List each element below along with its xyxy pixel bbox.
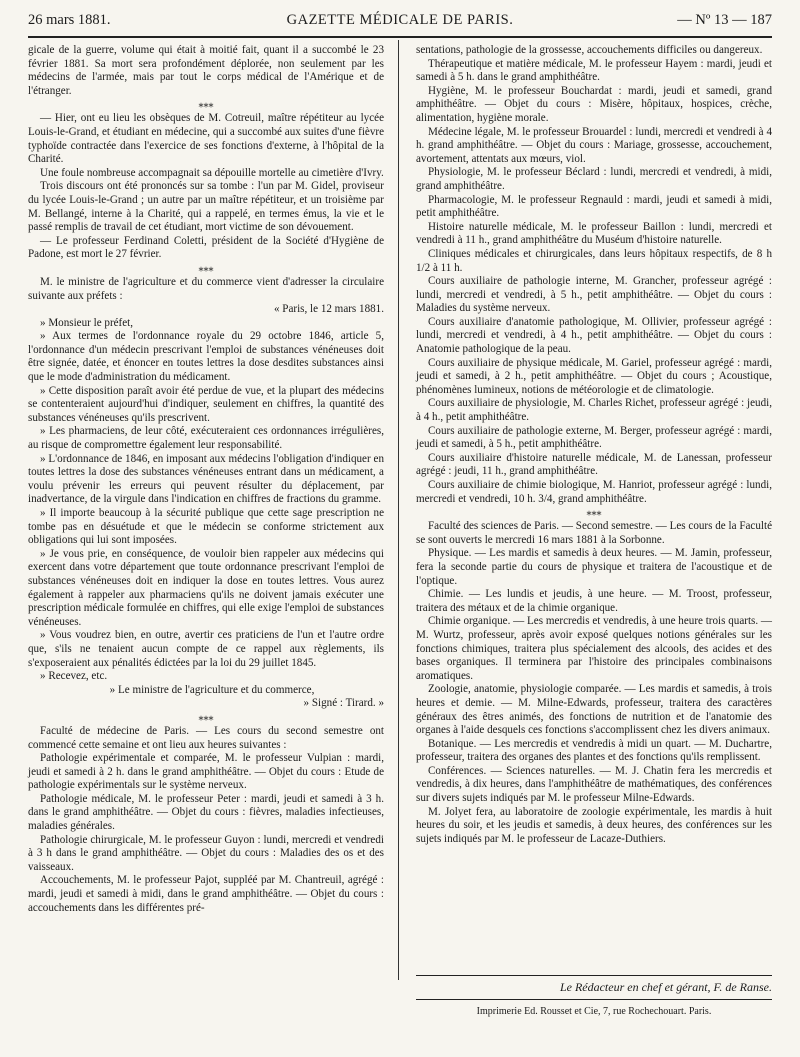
signature-line: » Signé : Tirard. » xyxy=(303,697,384,710)
paragraph: » Recevez, etc. xyxy=(40,670,108,683)
paragraph: Hygiène, M. le professeur Bouchardat : mardi, jeudi et samedi, grand amphithéâtre. — Objet du cours : Misère, hôpitaux, hospices, crèche, alimentation, hygiène morale. xyxy=(416,84,772,124)
paragraph: Une foule nombreuse accompagnait sa dépouille mortelle au cimetière d'Ivry. xyxy=(40,166,384,179)
left-column xyxy=(28,44,384,915)
section-separator: ⁎⁎⁎ xyxy=(198,262,214,274)
paragraph: Cours auxiliaire d'histoire naturelle médicale, M. de Lanessan, professeur agrégé : jeudi, 11 h., grand amphithéâtre. xyxy=(416,451,772,478)
paragraph: Chimie organique. — Les mercredis et vendredis, à une heure trois quarts. — M. Wurtz, professeur, après avoir exposé quelques notions générales sur les fonctions chimiques, traitera plus spécialement des alcools, des acides et des bases organiques. Il terminera par l'histoire des principales combinaisons aromatiques. xyxy=(416,615,772,682)
column-divider xyxy=(398,40,399,980)
paragraph: » Les pharmaciens, de leur côté, exécuteraient ces ordonnances irrégulières, au risque de compromettre également leur responsabilité. xyxy=(28,425,384,452)
paragraph: Physique. — Les mardis et samedis à deux heures. — M. Jamin, professeur, fera la seconde partie du cours de physique et traitera de l'acoustique et de l'optique. xyxy=(416,547,772,587)
paragraph: Physiologie, M. le professeur Béclard : lundi, mercredi et vendredi, à midi, grand amphithéâtre. xyxy=(416,166,772,192)
paragraph: Thérapeutique et matière médicale, M. le professeur Hayem : mardi, jeudi et samedi à 5 h. dans le grand amphithéâtre. xyxy=(416,57,772,84)
paragraph: Pathologie expérimentale et comparée, M. le professeur Vulpian : mardi, jeudi et samedi à 2 h. dans le grand amphithéâtre. — Objet du cours : Etude de pathologie expérimentals sur le système nerveux. xyxy=(28,752,384,792)
paragraph: Conférences. — Sciences naturelles. — M. J. Chatin fera les mercredis et vendredis, à dix heures, dans l'amphithéâtre de mathématiques, des conférences sur divers sujets indiqués par M. le professeur Milne-Edwards. xyxy=(416,764,772,805)
paragraph: Cours auxiliaire de pathologie interne, M. Grancher, professeur agrégé : lundi, mercredi et vendredi, à 5 h., petit amphithéâtre. — Objet du cours : Maladies du système nerveux. xyxy=(416,275,772,315)
paragraph: Cours auxiliaire de chimie biologique, M. Hanriot, professeur agrégé : lundi, mercredi et vendredi, 10 h. 3/4, grand amphithéâtre. xyxy=(416,479,772,505)
paragraph: Pharmacologie, M. le professeur Regnauld : mardi, jeudi et samedi à midi, petit amphithéâtre. xyxy=(416,193,772,220)
section-separator: ⁎⁎⁎ xyxy=(198,99,214,111)
paragraph: M. Jolyet fera, au laboratoire de zoologie expérimentale, les mardis à huit heures du soir, et les jeudis et samedis, à deux heures, des conférences sur les sujets indiqués par M. le professeur de Lacaze-Duthiers. xyxy=(416,805,772,845)
paragraph: Cours auxiliaire de pathologie externe, M. Berger, professeur agrégé : mardi, jeudi et samedi, à 5 h., petit amphithéâtre. xyxy=(416,424,772,451)
footer-rule xyxy=(416,999,772,1000)
page-header xyxy=(28,8,772,38)
header-number: — Nº 13 — 187 xyxy=(677,12,772,28)
paragraph: Médecine légale, M. le professeur Brouardel : lundi, mercredi et vendredi à 4 h. grand amphithéâtre. — Objet du cours : Mariage, grossesse, accouchement, avortement, attentats aux mœurs, viol. xyxy=(416,125,772,165)
paragraph: Trois discours ont été prononcés sur sa tombe : l'un par M. Gidel, proviseur du lycée Louis-le-Grand ; un autre par un maître répétiteur, et un troisième par M. Bellangé, interne à la Charité, qui a rappelé, en termes émus, la vie et le passé remplis de travail de cet étudiant, mort victime de son dévouement. xyxy=(28,180,384,234)
paragraph: » Je vous prie, en conséquence, de vouloir bien rappeler aux médecins qui exercent dans votre département que toute ordonnance prescrivant l'emploi de substances vénéneuses doit en indiquer la dose en toutes lettres. Vous aurez également à rappeler aux pharmaciens qu'ils ne doivent jamais exécuter une prescription médicale formulée en chiffres, qui elle exige l'emploi de substances vénéneuses. xyxy=(28,547,384,628)
letter-date: « Paris, le 12 mars 1881. xyxy=(273,303,384,316)
paragraph: Cours auxiliaire de physique médicale, M. Gariel, professeur agrégé : mardi, jeudi et samedi, à 2 h., petit amphithéâtre. — Objet du cours ; Acoustique, phénomènes lumineux, notions de météorologie et de climatologie. xyxy=(416,356,772,396)
printer-line: Imprimerie Ed. Rousset et Cie, 7, rue Rochechouart. Paris. xyxy=(476,1006,712,1017)
paragraph: Zoologie, anatomie, physiologie comparée. — Les mardis et samedis, à trois heures et demie. — M. Milne-Edwards, professeur, traitera des caractères généraux des êtres animés, des fonctions de nutrition et de l'anatomie des organes à l'aide desquels ces fonctions s'accomplissent chez les divers animaux. xyxy=(416,683,772,737)
section-separator: ⁎⁎⁎ xyxy=(586,507,602,519)
paragraph: Pathologie médicale, M. le professeur Peter : mardi, jeudi et samedi à 3 h. dans le grand amphithéâtre. — Objet du cours : fièvres, maladies infectieuses, maladies générales. xyxy=(28,792,384,833)
paragraph: Faculté de médecine de Paris. — Les cours du second semestre ont commencé cette semaine et ont lieu aux heures suivantes : xyxy=(28,724,384,751)
right-column xyxy=(416,44,772,846)
paragraph: M. le ministre de l'agriculture et du commerce vient d'adresser la circulaire suivante aux préfets : xyxy=(28,275,384,302)
paragraph: » Vous voudrez bien, en outre, avertir ces praticiens de l'un et l'autre ordre que, s'ils ne tenaient aucun compte de ce rappel aux règlements, ils s'exposeraient aux pénalités édictées par la loi du 29 juillet 1845. xyxy=(28,629,384,669)
paragraph: » Monsieur le préfet, xyxy=(40,316,134,329)
signature-line: » Le ministre de l'agriculture et du commerce, xyxy=(109,683,315,696)
paragraph: Chimie. — Les lundis et jeudis, à une heure. — M. Troost, professeur, traitera des métaux et de la chimie organique. xyxy=(416,588,772,614)
header-title: GAZETTE MÉDICALE DE PARIS. xyxy=(286,12,514,28)
paragraph: Botanique. — Les mercredis et vendredis à midi un quart. — M. Duchartre, professeur, traitera des organes des plantes et des fonctions qu'ils remplissent. xyxy=(416,737,772,764)
paragraph: gicale de la guerre, volume qui était à moitié fait, quant il a succombé le 23 février 1881. Sa mort sera profondément déplorée, non seulement par les médecins de l'armée, mais par tout le corps médical de l'Amérique et de l'étranger. xyxy=(28,44,384,97)
paragraph: Cours auxiliaire de physiologie, M. Charles Richet, professeur agrégé : jeudi, à 4 h., petit amphithéâtre. xyxy=(416,397,772,424)
paragraph: » L'ordonnance de 1846, en imposant aux médecins l'obligation d'indiquer en toutes lettres la dose des substances vénéneuses entrant dans un médicament, a voulu prévenir les erreurs qui peuvent résulter du déplacement, par inadvertance, de la virgule dans l'indication en chiffres de fractions du gramme. xyxy=(28,452,384,506)
paragraph: Cliniques médicales et chirurgicales, dans leurs hôpitaux respectifs, de 8 h 1/2 à 11 h. xyxy=(416,247,772,274)
editor-line: Le Rédacteur en chef et gérant, F. de Ranse. xyxy=(559,980,772,994)
paragraph: Cours auxiliaire d'anatomie pathologique, M. Ollivier, professeur agrégé : lundi, mercredi et vendredi, à 4 h., petit amphithéâtre. — Objet du cours : Anatomie pathologique de la peau. xyxy=(416,315,772,356)
paragraph: » Cette disposition paraît avoir été perdue de vue, et la plupart des médecins se contenteraient aujourd'hui d'indiquer, seulement en chiffres, la quantité des substances vénéneuses qu'ils prescrivent. xyxy=(28,384,384,424)
footer-rule xyxy=(416,975,772,976)
header-date: 26 mars 1881. xyxy=(28,12,111,28)
paragraph: Pathologie chirurgicale, M. le professeur Guyon : lundi, mercredi et vendredi à 3 h dans le grand amphithéâtre. — Objet du cours : Maladies des os et des vaisseaux. xyxy=(28,833,384,873)
paragraph: » Il importe beaucoup à la sécurité publique que cette sage prescription ne tombe pas en désuétude et que le médecin se conforme strictement aux obligations qui lui sont imposées. xyxy=(28,507,384,547)
paragraph: — Hier, ont eu lieu les obsèques de M. Cotreuil, maître répétiteur au lycée Louis-le-Grand, et étudiant en médecine, qui a succombé aux suites d'une fièvre typhoïde contractée dans l'exercice de ses fonctions d'externe, à l'hôpital de la Charité. xyxy=(28,112,384,166)
paragraph: — Le professeur Ferdinand Coletti, président de la Société d'Hygiène de Padone, est mort le 27 février. xyxy=(28,234,384,261)
paragraph: sentations, pathologie de la grossesse, accouchements difficiles ou dangereux. xyxy=(416,44,763,56)
paragraph: » Aux termes de l'ordonnance royale du 29 octobre 1846, article 5, l'ordonnance d'un médecin prescrivant l'emploi de substances vénéneuses doit être signée, datée, et énoncer en toutes lettres la dose desdites substances ainsi que le mode d'administration du médicament. xyxy=(28,330,384,384)
paragraph: Histoire naturelle médicale, M. le professeur Baillon : lundi, mercredi et vendredi à 11 h., grand amphithéâtre du Muséum d'histoire naturelle. xyxy=(416,220,772,247)
paragraph: Accouchements, M. le professeur Pajot, suppléé par M. Chantreuil, agrégé : mardi, jeudi et samedi à midi, dans le grand amphithéâtre. — Objet du cours : accouchements dans les différentes pré- xyxy=(28,874,384,914)
section-separator: ⁎⁎⁎ xyxy=(198,711,214,723)
paragraph: Faculté des sciences de Paris. — Second semestre. — Les cours de la Faculté se sont ouverts le mercredi 16 mars 1881 à la Sorbonne. xyxy=(416,520,772,546)
